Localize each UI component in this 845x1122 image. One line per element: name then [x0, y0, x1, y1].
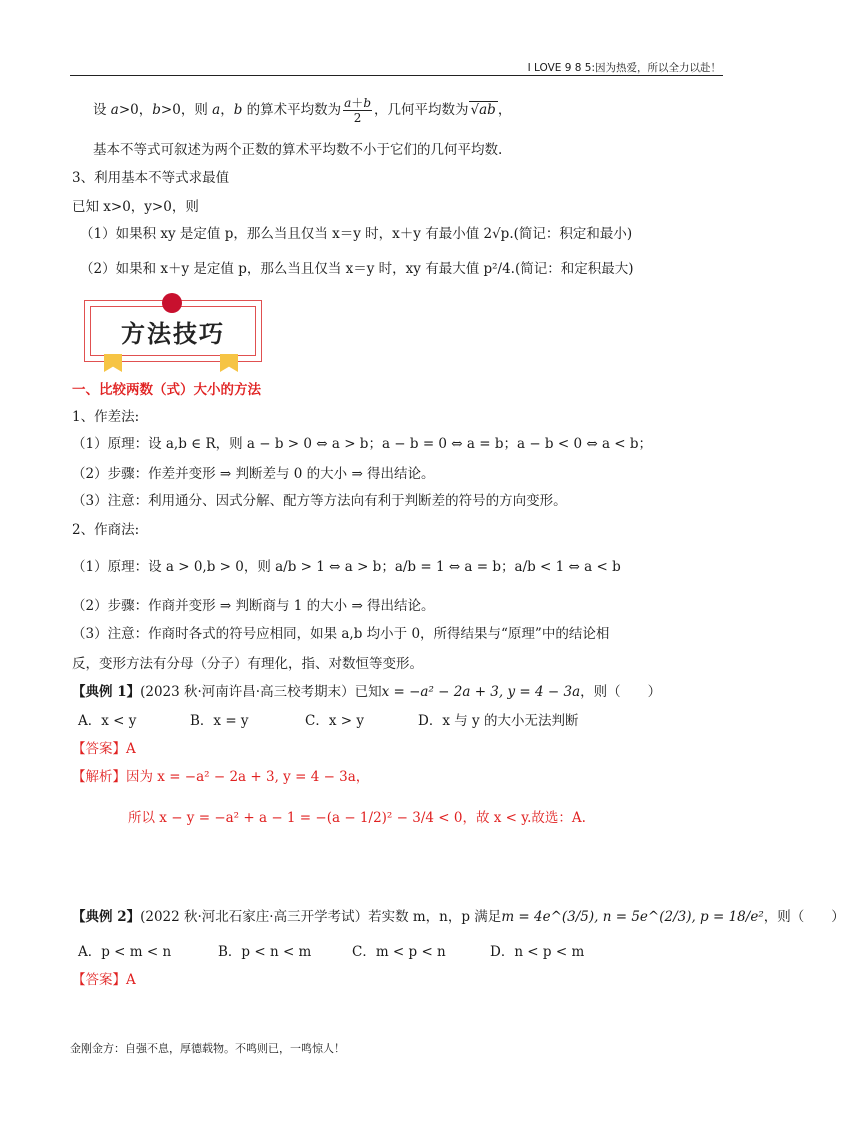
example-2-answer: 【答案】A — [72, 972, 136, 988]
example-1-option-a: A．x < y — [78, 713, 137, 729]
ribbon-icon-right — [220, 354, 238, 372]
ribbon-icon-left — [104, 354, 122, 372]
given-condition: 已知 x>0，y>0，则 — [72, 199, 199, 215]
difference-note: （3）注意：利用通分、因式分解、配方等方法向有利于判断差的符号的方向变形。 — [72, 493, 567, 509]
section-3-title: 3、利用基本不等式求最值 — [72, 170, 230, 186]
example-1-analysis-derivation: 所以 x − y = −a² + a − 1 = −(a − 1/2)² − 3/4 < 0，故 x < y.故选：A. — [128, 810, 586, 826]
geo-mean-sqrt: √ab — [470, 102, 496, 118]
page-header: I LOVE 9 8 5:因为热爱，所以全力以赴！ — [527, 62, 721, 74]
quotient-steps: （2）步骤：作商并变形 ⇒ 判断商与 1 的大小 ⇒ 得出结论。 — [72, 598, 435, 614]
header-rule — [70, 75, 723, 76]
example-1-option-c: C．x > y — [305, 713, 364, 729]
example-1-answer: 【答案】A — [72, 741, 136, 757]
example-1-stem: 【典例 1】(2023 秋·河南许昌·高三校考期末）已知x = −a² − 2a + 3, y = 4 − 3a，则（ ） — [72, 684, 662, 700]
quotient-principle: （1）原理：设 a > 0,b > 0，则 a/b > 1 ⇔ a > b；a/b = 1 ⇔ a = b；a/b < 1 ⇔ a < b — [72, 559, 621, 575]
quotient-note: （3）注意：作商时各式的符号应相同，如果 a,b 均小于 0，所得结果与“原理”中的结论相 — [72, 626, 610, 642]
example-1-analysis: 【解析】因为 x = −a² − 2a + 3, y = 4 − 3a， — [72, 769, 370, 785]
example-2-stem: 【典例 2】(2022 秋·河北石家庄·高三开学考试）若实数 m，n，p 满足m = 4e^(3/5), n = 5e^(2/3), p = 18/e²，则（ ） — [72, 909, 845, 925]
inequality-statement: 基本不等式可叙述为两个正数的算术平均数不小于它们的几何平均数. — [93, 142, 503, 158]
example-1-option-d: D．x 与 y 的大小无法判断 — [418, 713, 579, 729]
rule-2: （2）如果和 x＋y 是定值 p，那么当且仅当 x＝y 时，xy 有最大值 p²/4.(简记：和定积最大) — [80, 261, 634, 277]
quotient-note-cont: 反，变形方法有分母（分子）有理化，指、对数恒等变形。 — [72, 656, 423, 672]
page-footer: 金刚金方：自强不息，厚德载物。不鸣则已，一鸣惊人！ — [70, 1042, 345, 1055]
difference-method-title: 1、作差法: — [72, 409, 140, 425]
method-banner-title: 方法技巧 — [90, 306, 256, 356]
example-2-option-c: C．m < p < n — [352, 944, 446, 960]
quotient-method-title: 2、作商法: — [72, 522, 140, 538]
example-2-option-d: D．n < p < m — [490, 944, 585, 960]
arith-mean-fraction: $\frac{a+b}{2}$ — [344, 96, 371, 125]
rule-1: （1）如果积 xy 是定值 p，那么当且仅当 x＝y 时，x＋y 有最小值 2√p.(简记：积定和最小) — [80, 226, 633, 242]
section-1-title: 一、比较两数（式）大小的方法 — [72, 382, 261, 398]
difference-principle: （1）原理：设 a,b ∈ R，则 a − b > 0 ⇔ a > b；a − b = 0 ⇔ a = b；a − b < 0 ⇔ a < b； — [72, 436, 653, 452]
difference-steps: （2）步骤：作差并变形 ⇒ 判断差与 0 的大小 ⇒ 得出结论。 — [72, 466, 435, 482]
example-2-option-b: B．p < n < m — [218, 944, 312, 960]
example-2-option-a: A．p < m < n — [78, 944, 172, 960]
example-1-option-b: B．x = y — [190, 713, 249, 729]
pin-icon — [162, 293, 182, 313]
mean-definition-line: 设 a>0，b>0，则 a，b 的算术平均数为 $\frac{a+b}{2}$ ，几何平均数为 √ab ， — [93, 96, 512, 125]
